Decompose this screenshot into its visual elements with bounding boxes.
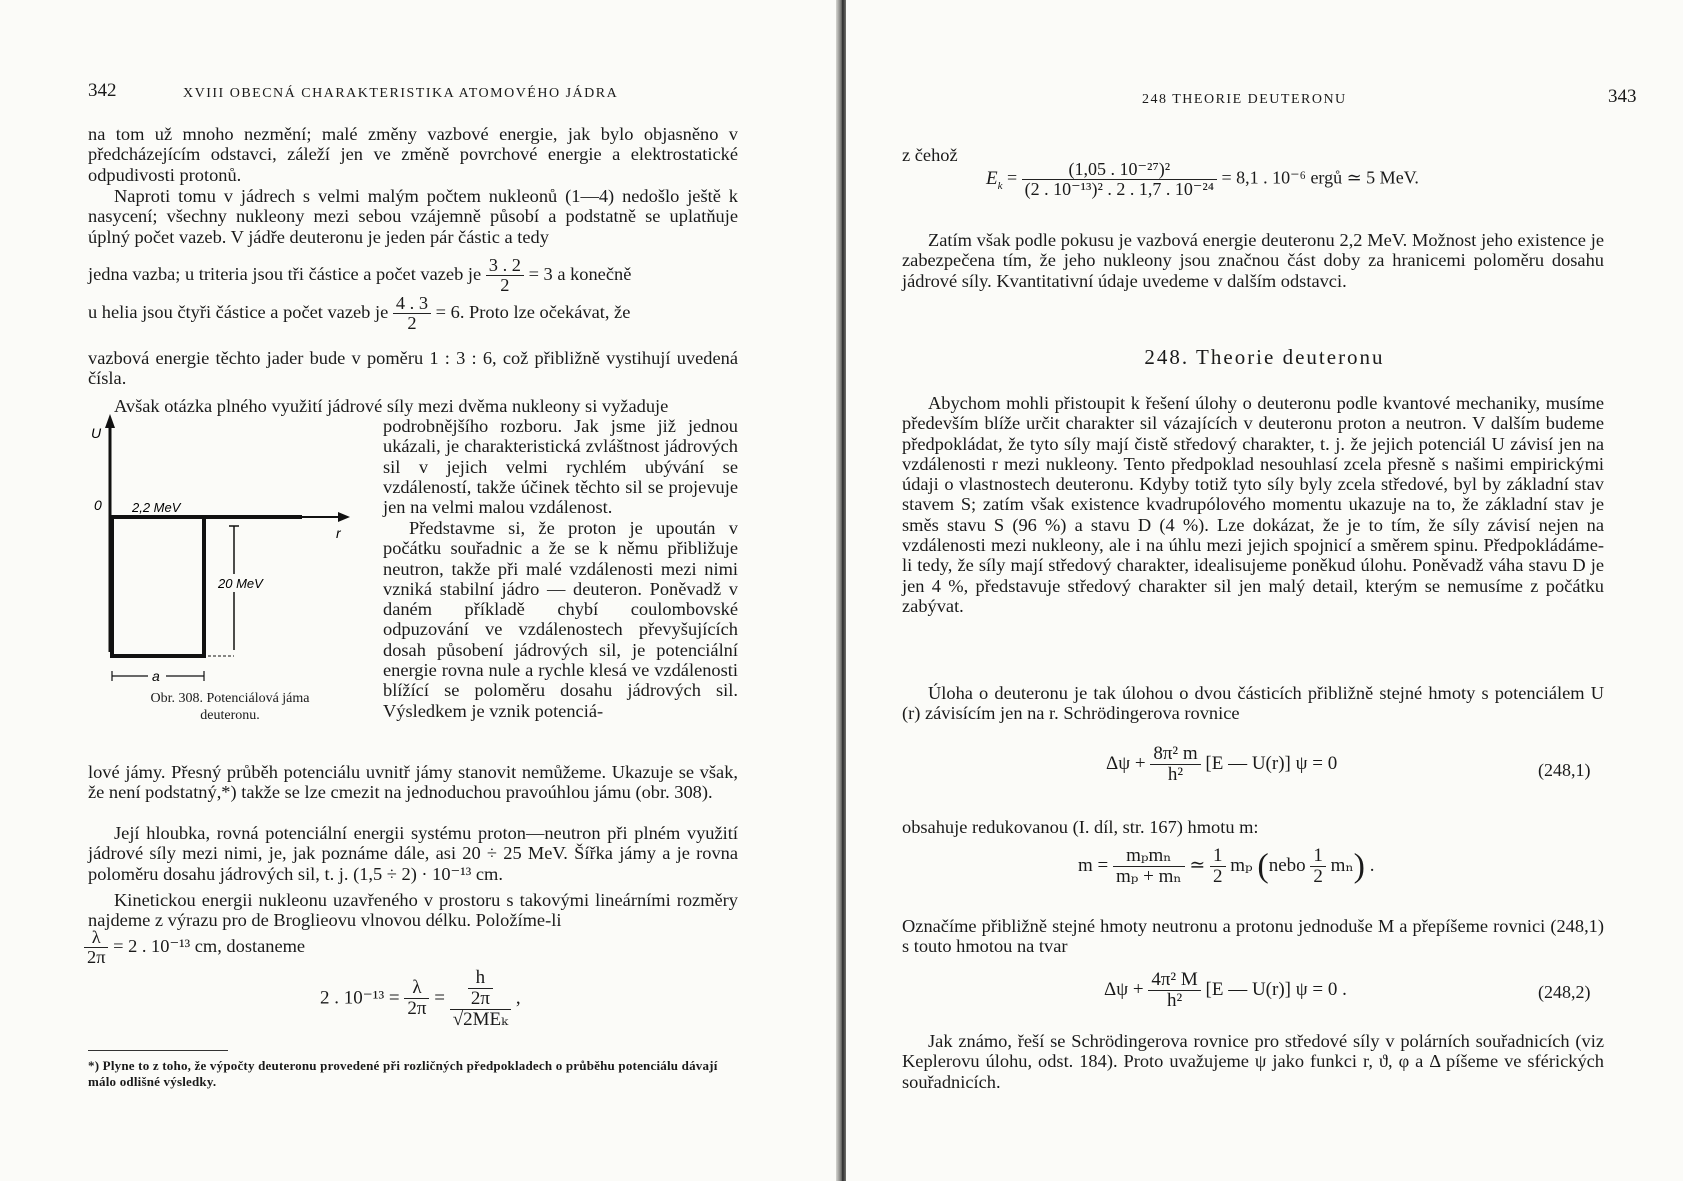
paragraph: podrobnějšího rozboru. Jak jsme již jednou ukázali, je charakteristická zvláštnost jádrových sil v jejich velmi rychlém ubývání se vzdáleností, takže účinek těchto sil se projevuje jen na velmi malou vzdálenost. (383, 416, 738, 518)
fraction-line (84, 928, 734, 968)
fraction-numerator: 3 . 2 (488, 255, 521, 275)
equation-reduced-mass (1078, 846, 1375, 887)
fraction-numerator: (1,05 . 10⁻²⁷)² (1068, 159, 1171, 179)
fraction-numerator: h (475, 967, 486, 988)
paragraph: obsahuje redukovanou (I. díl, str. 167) hmotu m: (902, 817, 1259, 837)
text-span: u helia jsou čtyři částice a počet vazeb je (88, 302, 389, 323)
paragraph: Úloha o deuteronu je tak úlohou o dvou částicích přibližně stejné hmoty s potenciálem U (r) závisícím jen na r. Schrödingerova rovnice (902, 683, 1604, 724)
running-head-right: 248 THEORIE DEUTERONU (1142, 92, 1347, 107)
fraction-numerator: 1 (1213, 845, 1223, 866)
equation-part: Δψ + (1104, 978, 1144, 1000)
y-axis-label: U (91, 425, 102, 441)
fraction (486, 256, 524, 296)
fraction-denominator: mₚ + mₙ (1113, 866, 1185, 887)
equation-part: mₙ (1330, 854, 1354, 876)
left-page (0, 0, 838, 1181)
well-left-wall (110, 515, 114, 657)
ek-letter: E (986, 167, 998, 189)
fraction-denominator: 2π (468, 988, 493, 1009)
footnote: *) Plyne to z toho, že výpočty deuteronu provedené při rozličných předpokladech o průběhu potenciálu dávají málo odlišné výsledky. (88, 1058, 718, 1089)
fraction-denominator: h² (1150, 764, 1200, 785)
figure-caption (100, 690, 360, 724)
binding-energy-label: 2,2 MeV (132, 500, 181, 515)
fraction (1148, 970, 1200, 1011)
fraction-numerator: λ (91, 927, 101, 947)
fraction (1150, 744, 1200, 785)
equation-end: , (515, 987, 521, 1009)
equation-equals: = (434, 987, 445, 1009)
fraction-denominator: 2π (404, 998, 429, 1019)
paragraph: na tom už mnoho nezmění; malé změny vazbové energie, jak bylo objasněno v předcházejícím odstavci, záleží jen ve změně povrchové energie a elektrostatické odpudivosti protonů. (88, 124, 738, 185)
footnote-rule (88, 1050, 228, 1051)
section-title: 248. Theorie deuteronu (1144, 345, 1385, 369)
fraction-numerator: 4 . 3 (395, 293, 429, 313)
paragraph: Označíme přibližně stejné hmoty neutronu a protonu jednoduše M a přepíšeme rovnici (248,1) s touto hmotou na tvar (902, 916, 1604, 957)
fraction (404, 978, 429, 1019)
potential-well-figure (88, 414, 368, 724)
fraction-denominator: 2 (393, 313, 431, 333)
equation-number: (248,2) (1538, 982, 1591, 1002)
equation-part: ≃ (1189, 854, 1206, 876)
fraction-denominator: 2 (1310, 866, 1326, 887)
fraction (450, 968, 511, 1030)
fraction (1022, 160, 1217, 199)
paren-open: ( (1257, 847, 1269, 885)
fraction-denominator: 2 (486, 275, 524, 295)
figure-caption-line: deuteronu. (200, 708, 260, 723)
fraction-denominator: h² (1148, 990, 1200, 1011)
equation-part: mₚ (1230, 854, 1253, 876)
fraction-line (88, 256, 738, 296)
equation-part: [E — U(r)] ψ = 0 (1205, 752, 1338, 774)
paragraph: vazbová energie těchto jader bude v poměru 1 : 3 : 6, což přibližně vystihují uvedená čísla. (88, 348, 738, 389)
text-span: = 3 a konečně (528, 264, 632, 285)
equation-part: m = (1078, 854, 1109, 876)
fraction-numerator: 1 (1313, 845, 1323, 866)
fraction (468, 968, 493, 1009)
page-number-right: 343 (1608, 86, 1637, 107)
ek-result: = 8,1 . 10⁻⁶ ergů ≃ 5 MeV. (1221, 167, 1419, 188)
equation-end: . (1369, 854, 1375, 876)
fraction-numerator: 8π² m (1153, 743, 1198, 764)
fraction-numerator: mₚmₙ (1126, 845, 1172, 866)
fraction (1210, 846, 1226, 887)
ek-symbol (986, 167, 1003, 192)
fraction-denominator: √2MEₖ (450, 1009, 511, 1030)
paragraph: Avšak otázka plného využití jádrové síly mezi dvěma nukleony si vyžaduje (114, 396, 669, 416)
paragraph: Abychom mohli přistoupit k řešení úlohy o deuteronu podle kvantové mechaniky, musíme především blíže určit charakter sil vázajících v deuteronu proton a neutron. V dalším budeme předpokládat, že tyto síly mají čistě středový charakter, t. j. že jejich potenciál U závisí jen na vzdálenosti r mezi nukleony. Tento předpoklad nesouhlasí zcela přesně s našimi empirickými údaji o vlastnostech deuteronu. Kdyby totiž tyto síly byly zcela středové, byl by základní stav stavem S; zatím však existence kvadrupólového momentu ukazuje na to, že základní stav je směs stavu S (96 %) a stavu D (4 %). Lze dokázat, že je to tím, že síly závisí nejen na vzdálenosti mezi nukleony, ale i na úhlu mezi jejich spojnicí a směrem spinu. Předpokládáme-li tedy, že síly mají středový charakter, idealisujeme poněkud úlohu. Poněvadž váha stavu D je jen 4 %, představuje středový charakter sil jen malý detail, kterým se nemusíme z počátku zabývat. (902, 393, 1604, 616)
equation-part: [E — U(r)] ψ = 0 . (1205, 978, 1347, 1000)
r-axis-label: r (336, 525, 341, 541)
fraction (84, 928, 108, 968)
y-axis-arrow (105, 414, 115, 428)
paren-close: ) (1353, 847, 1365, 885)
fraction-numerator (450, 968, 511, 1009)
origin-label: 0 (94, 497, 102, 513)
equation-248-2 (1104, 970, 1347, 1011)
running-head-left: XVIII OBECNÁ CHARAKTERISTIKA ATOMOVÉHO JÁDRA (183, 86, 619, 101)
equation-248-1 (1106, 744, 1337, 785)
right-page (846, 0, 1683, 1181)
fraction-line (88, 294, 738, 334)
fraction-numerator: 4π² M (1151, 969, 1198, 990)
equals: = (1007, 167, 1022, 188)
width-label: a (152, 668, 160, 684)
fraction (1113, 846, 1185, 887)
text-span: jedna vazba; u triteria jsou tři částice a počet vazeb je (88, 264, 482, 285)
page-number-left: 342 (88, 80, 117, 101)
paragraph: Představme si, že proton je upoután v počátku souřadnic a že se k němu přibližuje neutron, takže při malé vzdálenosti mezi nimi vzniká stabilní jádro — deuteron. Poněvadž v daném příkladě chybí coulombovské odpuzování ve vzdálenostech převyšujících dosah působení jádrových sil, je potenciální energie rovna nule a rychle klesá ve vzdálenosti blížící se poloměru dosahu jádrových sil. Výsledkem je vznik potenciá- (383, 518, 738, 721)
equation (320, 968, 521, 1030)
text-span: = 2 . 10⁻¹³ cm, dostaneme (113, 936, 306, 957)
paragraph: Naproti tomu v jádrech s velmi malým počtem nukleonů (1—4) nedošlo ještě k nasycení; všechny nukleony mezi sebou vzájemně působí a podstatně se uplatňuje úplný počet vazeb. V jádře deuteronu je jeden pár částic a tedy (88, 186, 738, 247)
r-axis-arrow (338, 512, 350, 522)
ek-subscript: k (997, 179, 1003, 192)
well-right-wall (202, 515, 206, 657)
fraction (1310, 846, 1326, 887)
equation-number: (248,1) (1538, 760, 1591, 780)
equation-lhs: 2 . 10⁻¹³ = (320, 987, 400, 1009)
well-bottom (110, 654, 206, 658)
fraction (393, 294, 431, 334)
paragraph: Její hloubka, rovná potenciální energii systému proton—neutron při plném využití jádrové síly mezi nimi, je, jak poznáme dále, asi 20 ÷ 25 MeV. Šířka jámy a je rovna poloměru dosahu jádrových sil, t. j. (1,5 ÷ 2) · 10⁻¹³ cm. (88, 823, 738, 884)
equation-ek (986, 160, 1419, 199)
paragraph: Kinetickou energii nukleonu uzavřeného v prostoru s takovými lineárními rozměry najdeme z výrazu pro de Broglieovu vlnovou délku. Položíme-li (88, 890, 738, 931)
fraction-numerator: λ (412, 977, 422, 999)
equation-part: nebo (1268, 854, 1306, 876)
paragraph: lové jámy. Přesný průběh potenciálu uvnitř jámy stanovit nemůžeme. Ukazuje se však, že není podstatný,*) takže se lze cmezit na jednoduchou pravoúhlou jámu (obr. 308). (88, 762, 738, 803)
equation-part: Δψ + (1106, 752, 1146, 774)
fraction-denominator: 2 (1210, 866, 1226, 887)
text-span: = 6. Proto lze očekávat, že (435, 302, 631, 323)
depth-label: 20 MeV (218, 576, 263, 591)
paragraph: Jak známo, řeší se Schrödingerova rovnice pro středové síly v polárních souřadnicích (viz Keplerovu úlohu, odst. 184). Proto uvažujeme ψ jako funkci r, ϑ, φ a Δ píšeme ve sférických souřadnicích. (902, 1031, 1604, 1092)
fraction-denominator: (2 . 10⁻¹³)² . 2 . 1,7 . 10⁻²⁴ (1022, 179, 1217, 199)
paragraph: z čehož (902, 145, 958, 165)
fraction-denominator: 2π (84, 947, 108, 967)
figure-caption-line: Obr. 308. Potenciálová jáma (150, 691, 310, 706)
paragraph: Zatím však podle pokusu je vazbová energie deuteronu 2,2 MeV. Možnost jeho existence je zabezpečena tím, že jeho nukleony jsou značnou část doby za hranicemi poloměru dosahu jádrové síly. Kvantitativní údaje uvedeme v dalším odstavci. (902, 230, 1604, 291)
